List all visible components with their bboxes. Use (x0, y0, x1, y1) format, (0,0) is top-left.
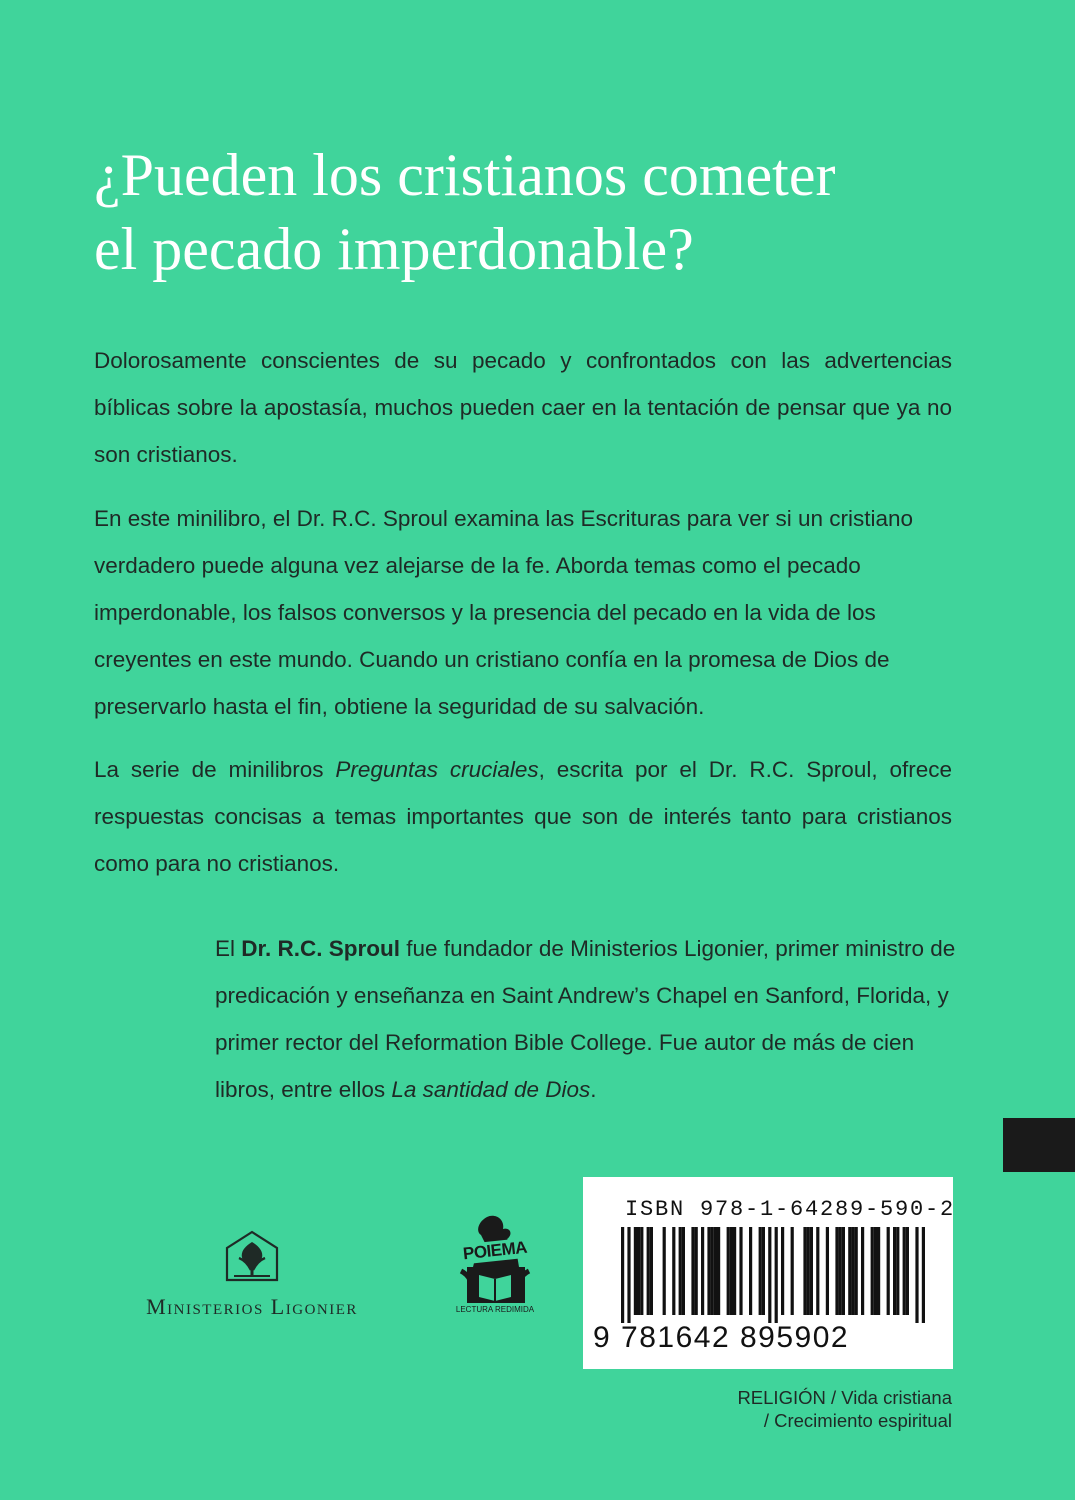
author-name: Dr. R.C. Sproul (241, 936, 401, 961)
book-title (94, 138, 994, 286)
barcode-bar (640, 1227, 643, 1315)
barcode-bar (922, 1227, 925, 1323)
isbn-label: ISBN 978-1-64289-590-2 (625, 1197, 956, 1222)
barcode-bar (835, 1227, 838, 1315)
barcode-bar (887, 1227, 890, 1315)
barcode-bar (915, 1227, 918, 1323)
edge-tab (1003, 1118, 1075, 1172)
title-line-2: el pecado imperdonable? (94, 216, 694, 282)
barcode-bar (861, 1227, 864, 1315)
bio-text-before: El (215, 936, 242, 961)
barcode-bar (707, 1227, 710, 1315)
barcode-bar (663, 1227, 666, 1315)
barcode-bar (816, 1227, 819, 1315)
barcode-bar (874, 1227, 877, 1315)
barcode-bar (842, 1227, 845, 1315)
barcode-bar (637, 1227, 640, 1315)
title-line-1: ¿Pueden los cristianos cometer (94, 142, 836, 208)
barcode-bar (679, 1227, 682, 1315)
barcode-bar (848, 1227, 851, 1315)
barcode-bar (739, 1227, 742, 1315)
barcode-bars (595, 1227, 941, 1323)
description-paragraph: En este minilibro, el Dr. R.C. Sproul examina las Escrituras para ver si un cristiano verdadero puede alguna vez alejarse de la fe. Aborda temas como el pecado imperdonable, los falsos conversos y la presencia del pecado en la vida de los creyentes en este mundo. Cuando un cristiano confía en la promesa de Dios de preservarlo hasta el fin, obtiene la seguridad de su salvación. (94, 506, 914, 719)
barcode-bar (727, 1227, 730, 1315)
bio-text-after: . (590, 1077, 597, 1102)
series-text-before: La serie de minilibros (94, 757, 336, 782)
barcode-bar (896, 1227, 899, 1315)
barcode-bar (775, 1227, 778, 1323)
barcode-bar (714, 1227, 717, 1315)
poiema-logo (449, 1213, 541, 1321)
barcode-bar (762, 1227, 765, 1315)
series-text-after: , escrita por el Dr. R.C. Sproul, ofrece respuestas concisas a temas importantes que son de interés tanto para cristianos como para no cristianos. (94, 757, 952, 876)
category-line-1: RELIGIÓN / Vida cristiana (737, 1387, 952, 1408)
barcode-bar (839, 1227, 842, 1315)
barcode-bar (759, 1227, 762, 1315)
barcode-bar (627, 1227, 630, 1323)
barcode-bar (807, 1227, 810, 1315)
series-paragraph (94, 746, 952, 887)
barcode-bar (733, 1227, 736, 1315)
barcode-bar (781, 1227, 784, 1315)
ligonier-name: Ministerios Ligonier (146, 1294, 358, 1319)
barcode-bar (791, 1227, 794, 1315)
barcode-bar (855, 1227, 858, 1315)
category-line-2: / Crecimiento espiritual (763, 1410, 952, 1431)
barcode-bar (906, 1227, 909, 1315)
tree-in-shield-icon (224, 1230, 280, 1284)
barcode-bar (695, 1227, 698, 1315)
barcode-bar (810, 1227, 813, 1315)
barcode-digits: 9 781642 895902 (593, 1321, 850, 1354)
barcode-bar (893, 1227, 896, 1315)
barcode-bar (672, 1227, 675, 1315)
barcode-bar (650, 1227, 653, 1315)
barcode-bar (749, 1227, 752, 1315)
poiema-name: POIEMA (452, 1237, 538, 1266)
barcode-bar (621, 1227, 624, 1323)
barcode-bar (647, 1227, 650, 1315)
barcode-bar (903, 1227, 906, 1315)
book-reference: La santidad de Dios (391, 1077, 591, 1102)
barcode-bar (826, 1227, 829, 1315)
series-name: Preguntas cruciales (335, 757, 539, 782)
poiema-tagline: LECTURA REDIMIDA (455, 1305, 535, 1314)
barcode-bar (634, 1227, 637, 1315)
author-bio (215, 925, 960, 1113)
category-label (737, 1386, 952, 1432)
barcode-bar (877, 1227, 880, 1315)
barcode-bar (711, 1227, 714, 1315)
barcode-bar (682, 1227, 685, 1315)
barcode-bar (851, 1227, 854, 1315)
bio-text-middle: fue fundador de Ministerios Ligonier, primer ministro de predicación y enseñanza en Saint Andrew’s Chapel en Sanford, Florida, y primer rector del Reformation Bible College. Fue autor de más de cien libros, entre ellos (215, 936, 956, 1102)
barcode-bar (871, 1227, 874, 1315)
barcode-bar (717, 1227, 720, 1315)
barcode-bar (768, 1227, 771, 1323)
barcode-bar (803, 1227, 806, 1315)
barcode-bar (730, 1227, 733, 1315)
barcode-bar (691, 1227, 694, 1315)
ligonier-logo (92, 1230, 412, 1320)
isbn-barcode (583, 1177, 956, 1369)
barcode-bar (701, 1227, 704, 1315)
intro-paragraph: Dolorosamente conscientes de su pecado y confrontados con las advertencias bíblicas sobre la apostasía, muchos pueden caer en la tentación de pensar que ya no son cristianos. (94, 348, 952, 467)
